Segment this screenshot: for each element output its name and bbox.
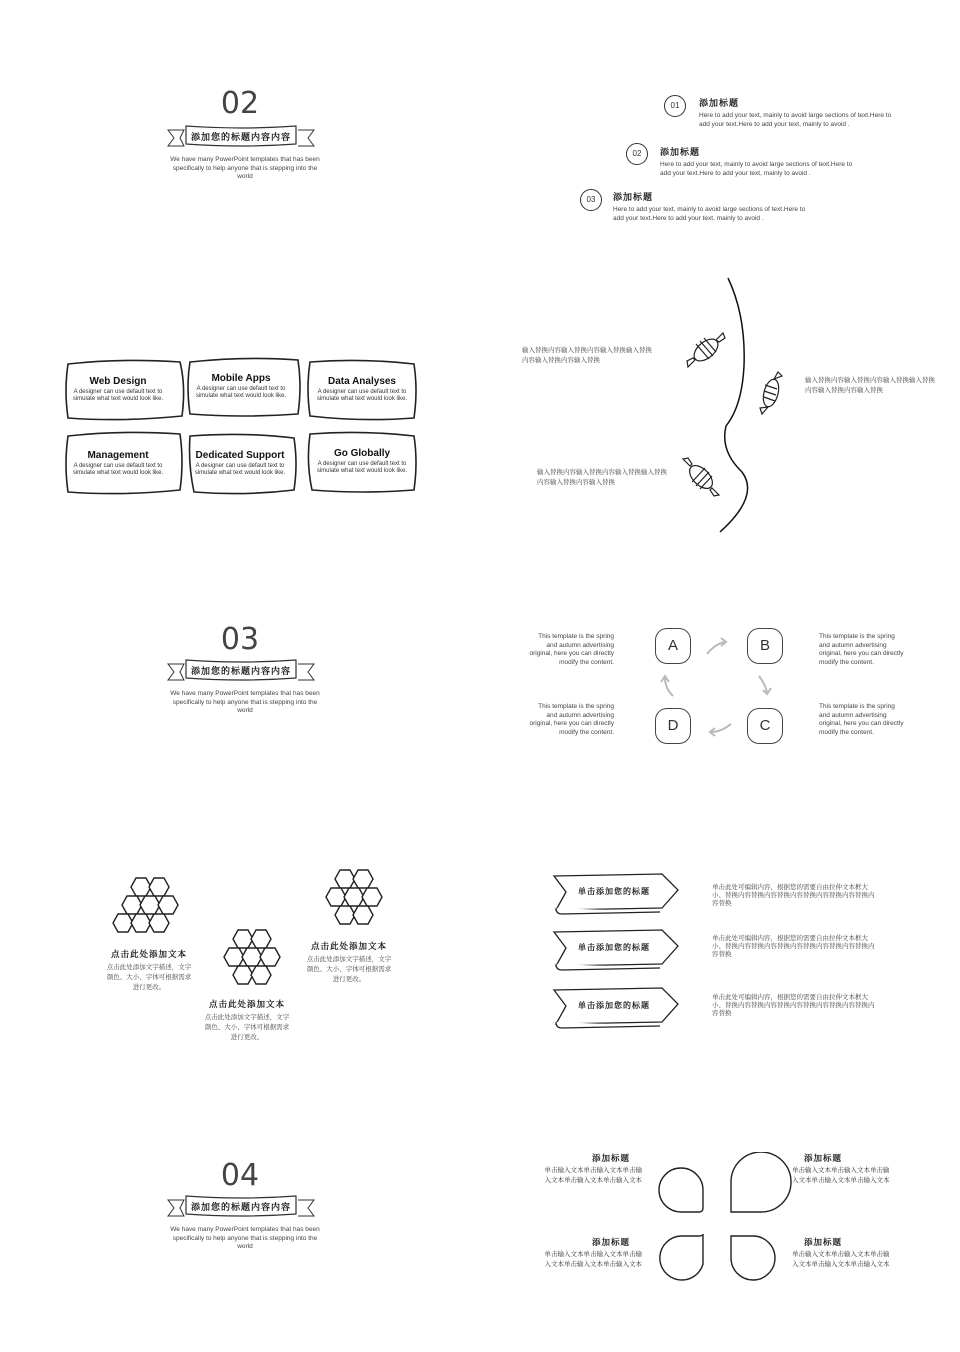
section-description: We have many PowerPoint templates that has been specifically to help anyone that is stepping into the world [170,690,320,714]
banner-title: 添加您的标题内容内容 [190,1202,291,1212]
item-text: Here to add your text, mainly to avoid large sections of text.Here to add your text.Here to add your text, mainly to avoid . [613,206,806,222]
banner-title: 添加您的标题内容内容 [190,666,291,676]
candy-icon [685,330,727,370]
banner-title: 添加您的标题内容内容 [190,132,291,142]
arrow-banner-text: 单击此处可编辑内容，根据您的需要自由拉伸文本框大小、替换内容替换内容替换内容替换内容替换内容替换内容替换 [712,884,875,907]
petal-description: 单击输入文本单击输入文本单击输入文本单击输入文本单击输入文本 [544,1251,642,1268]
item-title: 添加标题 [699,98,740,108]
petal-title: 添加标题 [804,1153,843,1163]
card-title: Dedicated Support [195,450,285,461]
card-description: A designer can use default text to simulate what text would look like. [316,389,408,402]
card-description: A designer can use default text to simulate what text would look like. [316,461,408,474]
cycle-box-c: C [747,708,783,744]
cycle-text: This template is the spring and autumn advertising original, here you can directly modify the content. [529,703,614,736]
number-badge: 01 [664,95,686,117]
item-text: Here to add your text, mainly to avoid large sections of text.Here to add your text.Here to add your text, mainly to avoid . [699,112,892,128]
section-number: 04 [220,1158,260,1193]
petal-description: 单击输入文本单击输入文本单击输入文本单击输入文本单击输入文本 [544,1167,642,1184]
card-title: Go Globally [333,448,391,459]
cycle-text: This template is the spring and autumn advertising original, here you can directly modify the content. [819,633,904,666]
hex-title: 点击此处添加文本 [208,999,285,1009]
number-badge: 03 [580,189,602,211]
candy-text: 输入替换内容输入替换内容输入替换输入替换内容输入替换内容输入替换 [805,377,935,394]
arrow-banner-label: 单击添加您的标题 [578,887,650,896]
petal-title: 添加标题 [592,1237,631,1247]
card-title: Data Analyses [328,376,396,387]
card-description: A designer can use default text to simulate what text would look like. [72,389,164,402]
cycle-box-d: D [655,708,691,744]
candy-text: 输入替换内容输入替换内容输入替换输入替换内容输入替换内容输入替换 [522,347,652,364]
candy-icon [756,370,786,416]
card-description: A designer can use default text to simulate what text would look like. [72,463,164,476]
section-description: We have many PowerPoint templates that has been specifically to help anyone that is stepping into the world [170,156,320,180]
hexagon-cluster-icon [214,926,286,998]
hex-description: 点击此处添加文字描述，文字颜色、大小、字体可根据需求进行更改。 [306,956,392,983]
arrow-banner-text: 单击此处可编辑内容，根据您的需要自由拉伸文本框大小、替换内容替换内容替换内容替换内容替换内容替换内容替换 [712,994,875,1017]
section-description: We have many PowerPoint templates that has been specifically to help anyone that is stepping into the world [170,1226,320,1250]
card-title: Web Design [89,376,147,387]
arrow-banner-label: 单击添加您的标题 [578,943,650,952]
cycle-box-a: A [655,628,691,664]
arrow-banner-text: 单击此处可编辑内容，根据您的需要自由拉伸文本框大小、替换内容替换内容替换内容替换内容替换内容替换内容替换 [712,935,875,958]
card-description: A designer can use default text to simulate what text would look like. [195,386,287,399]
petal-shapes [655,1152,805,1284]
arrow-banner-label: 单击添加您的标题 [578,1001,650,1010]
cycle-text: This template is the spring and autumn advertising original, here you can directly modify the content. [529,633,614,666]
hex-title: 点击此处添加文本 [110,949,187,959]
hexagon-cluster-icon [316,866,388,938]
candy-icon [680,456,722,498]
hex-title: 点击此处添加文本 [310,941,387,951]
petal-title: 添加标题 [804,1237,843,1247]
petal-description: 单击输入文本单击输入文本单击输入文本单击输入文本单击输入文本 [792,1251,890,1268]
card-title: Management [87,450,149,461]
petal-title: 添加标题 [592,1153,631,1163]
candy-text: 输入替换内容输入替换内容输入替换输入替换内容输入替换内容输入替换 [537,469,667,486]
item-title: 添加标题 [660,147,701,157]
card-title: Mobile Apps [211,373,271,384]
hexagon-cluster-icon [112,874,184,946]
cycle-arrows [655,628,785,746]
cycle-box-b: B [747,628,783,664]
hex-description: 点击此处添加文字描述，文字颜色、大小、字体可根据需求进行更改。 [204,1014,290,1041]
item-text: Here to add your text, mainly to avoid large sections of text.Here to add your text.Here to add your text, mainly to avoid . [660,161,853,177]
number-badge: 02 [626,143,648,165]
hex-description: 点击此处添加文字描述，文字颜色、大小、字体可根据需求进行更改。 [106,964,192,991]
card-description: A designer can use default text to simulate what text would look like. [194,463,286,476]
petal-description: 单击输入文本单击输入文本单击输入文本单击输入文本单击输入文本 [792,1167,890,1184]
section-number: 03 [220,622,260,657]
section-number: 02 [220,86,260,121]
cycle-text: This template is the spring and autumn advertising original, here you can directly modify the content. [819,703,904,736]
item-title: 添加标题 [613,192,654,202]
